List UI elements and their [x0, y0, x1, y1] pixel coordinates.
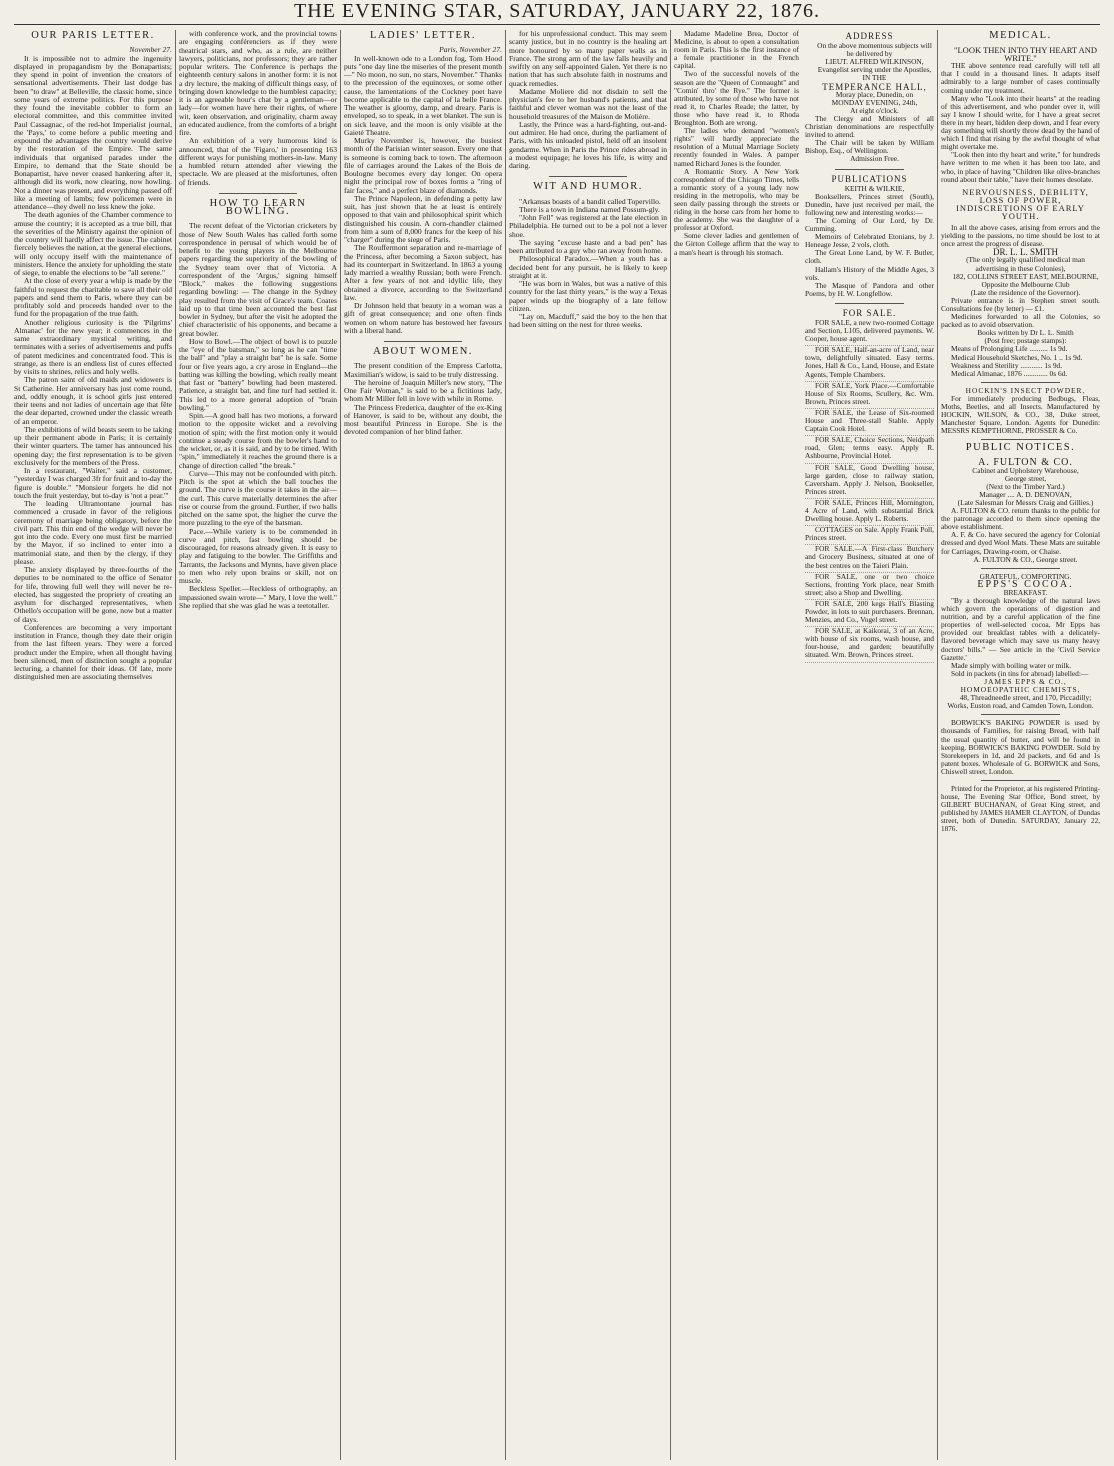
- section-rule: [384, 341, 462, 342]
- fulton-line: (Late Salesman for Messrs Craig and Gillies.): [957, 497, 1094, 507]
- doctor-line: Private entrance is in Stephen street south. Consultations fee (by letter) — £1.: [941, 295, 1100, 313]
- masthead-rule: [14, 24, 1100, 25]
- article-paragraph: Some clever ladies and gentlemen of the Girton College affirm that the way to a man's heart is through his stomach.: [674, 231, 799, 257]
- sale-notice: FOR SALE, a new two-roomed Cottage and Section, L105, delivered payments. W. Cooper, house agent.: [805, 319, 934, 346]
- printer-imprint: Printed for the Proprietor, at his registered Printing-house, The Evening Star Office, Bond street, by GILBERT BUCHANAN, of Great King street, and published by JAMES HAMER CLAYTON, of Dundas street, both of Dunedin. SATURDAY, January 22, 1876.: [941, 784, 1100, 834]
- borwick-ad: BORWICK'S BAKING POWDER is used by thousands of Families, for raising Bread, with half the usual quantity of butter, and will be found in keeping. BORWICK'S BAKING POWDER. Sold by Storekeepers in 1d, and 2d packets, and 6d and 1s patent boxes. Wholesale of G. BORWICK and Sons, Chiswell street, London.: [941, 718, 1100, 776]
- article-paragraph: At the close of every year a whip is made by the faithful to request the charitable to save all their old papers and send them to Paris, where they can be profitably sold and proceeds handed over to the fund for the propagation of the true faith.: [14, 276, 172, 319]
- sale-notice: FOR SALE, the Lease of Six-roomed House and Three-stall Stable. Apply Captain Cook Hotel.: [805, 409, 934, 436]
- doctor-line: (Late the residence of the Governor).: [970, 287, 1081, 297]
- sale-notice: FOR SALE, Good Dwelling house, large garden, close to railway station, Caversham. Apply J. Nelson, Bookseller, Princes street.: [805, 464, 934, 499]
- fulton-line: A. FULTON & CO.: [978, 456, 1073, 468]
- epps-line: Sold in packets (in tins for abroad) labelled:—: [951, 668, 1089, 678]
- section-rule: [981, 382, 1060, 383]
- doctor-line: Medical Household Sketches, No. 1 .. 1s 9d.: [951, 352, 1083, 362]
- publication-line: KEITH & WILKIE,: [844, 183, 905, 193]
- article-paragraph: The Princess Frederica, daughter of the ex-King of Hanover, is said to be, without any doubt, the most beautiful Princess in Europe. She is the devoted companion of her blind father.: [344, 402, 502, 437]
- column-2: [179, 30, 337, 1460]
- fulton-line: Manager .... A. D. DENOVAN,: [979, 489, 1072, 499]
- section-rule: [981, 780, 1060, 781]
- column-rule: [340, 30, 341, 1460]
- sale-notice: COTTAGES on Sale. Apply Frank Poll, Princes street.: [805, 526, 934, 545]
- section-rule: [981, 714, 1060, 715]
- hockins-title: HOCKIN'S INSECT POWDER,: [965, 385, 1086, 395]
- fulton-line: Cabinet and Upholstery Warehouse,: [972, 465, 1079, 475]
- column-rule: [505, 30, 506, 1460]
- bowling-heading: HOW TO LEARN BOWLING.: [209, 197, 307, 217]
- article-paragraph: The heroine of Joaquin Miller's new story, "The One Fair Woman," is said to be a fictitious lady, whom Mr Miller fell in love with while in Rome.: [344, 377, 502, 404]
- address-line: MONDAY EVENING, 24th,: [831, 97, 918, 107]
- address-line: IN THE: [862, 73, 887, 83]
- article-paragraph: for his unprofessional conduct. This may seem scanty justice, but in no country is the healing art more honoured by so many paper walls as in France. The strong arm of the law falls heavily and swiftly on any self-appointed Galen. Yet there is no nation that has such absolute faith in nostrums and quack remedies.: [509, 30, 667, 88]
- article-paragraph: Murky November is, however, the busiest month of the Parisian winter season. Every one that is someone is coming back to town. The afternoon file of carriages around the Lakes of the Bois de Boulogne becomes every day longer. On opera night the principal row of boxes forms a "ring of fair faces," and a perfect blaze of diamonds.: [344, 136, 502, 195]
- publications-heading: PUBLICATIONS: [831, 173, 908, 184]
- article-paragraph: An exhibition of a very humorous kind is announced, that of the 'Figaro,' in presenting 163 different ways for punishing mothers-in-law. Many a humbled return attended after viewing the spectacle. We are pleased at the misfortunes, often of friends.: [179, 136, 337, 187]
- article-paragraph: Conferences are becoming a very important institution in France, though they date their origin from the last fifteen years. They were a forced product under the Empire, when all thought having been silenced, men of distinction sought a popular lecturing, a channel for their ideas. Of late, more distinguished men are associating themselves: [14, 622, 172, 682]
- sale-notice: FOR SALE, Choice Sections, Neidpath road, Glen; terms easy. Apply R. Ashbourne, Provincial Hotel.: [805, 436, 934, 463]
- masthead: THE EVENING STAR, SATURDAY, JANUARY 22, 1876.: [293, 0, 821, 22]
- doctor-line: Weakness and Sterility ............ 1s 9d.: [951, 360, 1063, 370]
- address-line: TEMPERANCE HALL,: [822, 81, 927, 92]
- article-paragraph: Spin.—A good ball has two motions, a forward motion to the opposite wicket and a revolving motion of spin; with the first motion only it would continue a steady course from the bowler's hand to the wicket, or, as it is said, and by to be timed. With "spin," immediately it reaches the ground there is a change of direction called "the break.": [179, 411, 337, 470]
- article-paragraph: In all the above cases, arising from errors and the yielding to the passions, no time should be lost to at once arrest the progress of disease.: [941, 223, 1100, 249]
- article-paragraph: The death agonies of the Chamber commence to amuse the country; it is accepted as a true bill, that the severities of the Ministry against the opinion of the country will hardly affect the issue. The cabinet fiercely believes the nation, at the general elections, will only occupy itself with the maintenance of ministers. Hence the anxiety for upholding the state of siege, to enable the elections to be "all serene.": [14, 210, 172, 277]
- article-paragraph: Pace.—While variety is to be commended in curve and pitch, fast bowling should be discouraged, for reasons already given. It is easy to play and fatiguing to the bowler. The Griffiths and Tarrants, the Jacksons and Mynns, have given place to men who rely upon brains or skill, not on muscle.: [179, 526, 337, 585]
- fulton-line: A. FULTON & CO. return thanks to the public for the patronage accorded to them since opening the above establishment.: [941, 506, 1100, 532]
- article-paragraph: The Prince Napoleon, in defending a petty law suit, has just shown that he at least is entirely opposed to that vain and philosophical spirit which distinguished his cousin. A corn-chandler claimed from him a sum of 8,000 francs for the keep of his "charger" during the siege of Paris.: [344, 193, 502, 244]
- address-line: The Chair will be taken by William Bishop, Esq., of Wellington.: [805, 138, 934, 156]
- epps-line: EPPS'S COCOA.: [977, 578, 1074, 590]
- column-rule: [937, 30, 938, 1460]
- article-paragraph: "Arkansas boasts of a bandit called Topervillo.: [519, 196, 661, 206]
- sale-notice: FOR SALE, at Kaikorai, 3 of an Acre, with house of six rooms, wash house, and four-house, and garden; beautifully situated. Wm. Brown, Princes street.: [805, 627, 934, 662]
- column-1: [14, 30, 172, 1460]
- column-5-left: [674, 30, 799, 257]
- article-paragraph: Another religious curiosity is the 'Pilgrims' Almanac' for the new year; it commences in the same extraordinary mystical writing, and terminates with a series of advertisements and puffs of patent medicines and concentrated food. This is strange, as there is an endless list of cures effected by visits to shrines, relics and holy wells.: [14, 317, 172, 376]
- address-line: The Clergy and Ministers of all Christian denominations are respectfully invited to attend.: [805, 113, 934, 140]
- article-paragraph: The recent defeat of the Victorian cricketers by those of New South Wales has called forth some correspondence in perusal of which would be of benefit to the young players in the Melbourne papers regarding the superiority of the bowling of the Sydney team over that of Victoria. A correspondent of the 'Argus,' signing himself "Block," makes the following suggestions regarding bowling: — The change in the Sydney play resulted from the visit of Grace's team. Coates laid up to that time been accounted the best fast bowler in Sydney, but after the visit he adopted the chief characteristic of his opponents, and became a great bowler.: [179, 221, 337, 338]
- paris-letter-heading: OUR PARIS LETTER.: [31, 30, 155, 41]
- article-paragraph: The exhibitions of wild beasts seem to be taking up their permanent abode in Paris; it is certainly their winter quarters. The tamer has announced his opening day; the first representation is to be given exclusively for the members of the Press.: [14, 424, 172, 467]
- doctor-line: Books written by Dr L. L. Smith: [977, 328, 1074, 338]
- wit-humor-heading: WIT AND HUMOR.: [533, 181, 643, 193]
- public-notices-heading: PUBLIC NOTICES.: [965, 442, 1076, 454]
- article-paragraph: The Rouffermont separation and re-marriage of the Princess, after becoming a Saxon subject, has had its counterpart in Switzerland. In 1863 a young lady married a wealthy Russian; both were French. After a few years of not and idyllic life, they obtained a divorce, according to the Switzerland law.: [344, 243, 502, 302]
- address-line: At eight o'clock.: [850, 105, 899, 115]
- article-paragraph: Beckless Speller.—Reckless of orthography, an impassioned swain wrote—" Mary, I love the well." She replied that she was glad he was a teetotaller.: [179, 584, 337, 610]
- paris-letter-dateline: November 27.: [129, 45, 172, 55]
- article-paragraph: The anxiety displayed by three-fourths of the deputies to be nominated to the office of Senator for life, throwing full well they will never be re-elected, has suggested the propriety of creating an asylum for discharged representatives, when Othello's occupation will be gone, now but a matter of days.: [14, 565, 172, 624]
- sale-notice: FOR SALE, Half-an-acre of Land, near town, delightfully situated. Easy terms. Jones, Hall & Co., Land, House, and Estate Agents, Temple Chambers.: [805, 346, 934, 381]
- fulton-line: A. FULTON & CO., George street.: [973, 554, 1078, 564]
- column-5: [674, 30, 934, 1460]
- article-paragraph: In a restaurant, "Waiter," said a customer, "yesterday I was charged 3fr for fruit and to-day the figure is double." "Monsieur forgets he did not touch the fruit yesterday, but to-day is 'not a pear.'": [14, 466, 172, 500]
- sale-notice: FOR SALE, York Place.—Comfortable House of Six Rooms, Scullery, &c. Wm. Brown, Princes street.: [805, 382, 934, 409]
- publication-line: The Masque of Pandora and other Poems, by H. W. Longfellow.: [805, 280, 934, 298]
- section-rule: [981, 439, 1060, 440]
- doctor-line: Opposite the Melbourne Club: [981, 279, 1070, 289]
- column-3: [344, 30, 502, 1460]
- section-rule: [835, 169, 904, 170]
- article-paragraph: "Lay on, Macduff," said the boy to the hen that had been sitting on the nest for three weeks.: [509, 312, 667, 330]
- article-paragraph: with conference work, and the provincial towns are engaging conférenciers as if they were theatrical stars, and who, as a rule, are neither lawyers, politicians, nor professors; they are rather popular writers. The Conference is perhaps the eighteenth century salons in another form: it is not a dry lecture, the making of difficult things easy, of bringing down knowledge to the humblest capacity; it is an agreeable hour's chat by a gentleman—or lady—for women have here their rights, of where wit, keen observation, and originality, charm away an educated audience, from the comforts of a bright fire.: [179, 30, 337, 137]
- article-paragraph: Curve—This may not be confounded with pitch. Pitch is the spot at which the ball touches the ground. The curve is the course it takes in the air—the curl. This curve materially determines the after rise or course from the ground. Further, if two balls pitched on the same spot, the higher the curve the more puzzling to the eye of the batsman.: [179, 468, 337, 528]
- article-paragraph: The patron saint of old maids and widowers is St Catherine. Her anniversary has just come round, and, oddly enough, it is school girls just entered their teens and not ladies of uncertain age that fête the dear departed, crowned under the classic wreath of an emperor.: [14, 375, 172, 426]
- epps-line: GRATEFUL, COMFORTING.: [979, 571, 1072, 581]
- medical-quote-title: "LOOK THEN INTO THY HEART AND WRITE.": [954, 45, 1097, 64]
- sale-notice: FOR SALE.—A First-class Butchery and Grocery Business, situated at one of the best centres on the Taieri Plain.: [805, 545, 934, 572]
- address-heading: ADDRESS: [845, 31, 894, 41]
- epps-line: JAMES EPPS & CO., HOMOEOPATHIC CHEMISTS,: [960, 676, 1081, 695]
- address-line: LIEUT. ALFRED WILKINSON,: [825, 57, 924, 67]
- article-paragraph: "John Fell" was registered at the late election in Philadelphia. He turned out to be a pol not a lever shoe.: [509, 213, 667, 239]
- publication-line: Memoirs of Celebrated Etonians, by J. Heneage Jesse, 2 vols, cloth.: [805, 232, 934, 250]
- sale-notice: FOR SALE, one or two choice Sections, fronting York place, near Smith street; also a Shop and Dwelling.: [805, 573, 934, 600]
- article-paragraph: "He was born in Wales, but was a native of this country for the last thirty years," is the way a Texas paper winds up the biography of a late fellow citizen.: [509, 279, 667, 313]
- article-paragraph: A Romantic Story. A New York correspondent of the Chicago Times, tells a romantic story of a young lady now residing in the metropolis, who may be seen daily passing through the streets or riding in the horse cars from her home to the academy. She was the daughter of a professor at Oxford.: [674, 166, 799, 233]
- article-paragraph: Madame Madeline Brea, Doctor of Medicine, is about to open a consultation room in Paris. This is the first instance of a female practitioner in the French capital.: [674, 30, 799, 71]
- article-paragraph: It is impossible not to admire the ingenuity displayed in propagandism by the Bonapartists; they spend in point of invention the creators of sensational advertisements. Their last dodge has been "to draw" at Belleville, the classic home, since some years of extreme politics. For this purpose they found the inevitable cobbler to form an electoral committee, and this committee invited Paul Cassagnac, of the red-hot Imperialist journal, the 'Pays,' to come before a public meeting and expound the advantages the country would derive by the restoration of the Empire. The same individuals that organised parades under the Empire, to demand that the State should be Bonapartist, have never ceased hankering after it, although did its work, now clearing, now howling. Not a dinner was present, and everything passed off like a meeting of lambs; few policemen were in attendance—they dwell no less knew the joke.: [14, 53, 172, 211]
- article-paragraph: Madame Moliere did not disdain to sell the physician's fee to her husband's patients, and that faithful and clever woman was not the least of the household treasures of the Maison de Molière.: [509, 86, 667, 121]
- medical-heading: MEDICAL.: [989, 30, 1052, 41]
- doctor-line: (Post free; postage stamps):: [984, 336, 1067, 346]
- address-line: Moray place, Dunedin, on: [835, 89, 914, 99]
- doctor-line: Medical Almanac, 1876 ............. 0s 6d.: [951, 368, 1068, 378]
- for-sale-heading: FOR SALE.: [842, 307, 897, 318]
- fulton-line: A. F. & Co. have secured the agency for Colonial dressed and dyed Wool Mats. These Mats are suitable for Carriages, Drawing-room, or Chaise.: [941, 530, 1100, 556]
- article-paragraph: The saying "excuse haste and a bad pen" has been attributed to a guy who ran away from home.: [509, 237, 667, 255]
- section-rule: [549, 176, 627, 177]
- article-paragraph: Dr Johnson held that beauty in a woman was a gift of great consequence; and one often finds women on whom nature has bestowed her favours with a liberal hand.: [344, 301, 502, 335]
- article-paragraph: Many who "Look into their hearts" at the reading of this advertisement, and who ponder over it, will say I know I should write, for I have a great secret there in my heart, hidden deep down, and I fear every day something will shortly throw dead by the hand of which I find that rising by the awful thought of what might overtake me.: [941, 93, 1100, 152]
- column-6: [941, 30, 1100, 1460]
- article-paragraph: The leading Ultramontane journal has commenced a crusade in favor of the religious ceremony of marriage being obligatory, before the civil part. This thin end of the wedge will never be got into the code. Every one must first be married by the Mayor, if so inclined to enter into a matrimonial state, and then by the clergy, if they please.: [14, 499, 172, 566]
- fulton-line: George street,: [1004, 473, 1047, 483]
- sale-notice: FOR SALE, Princes Hill, Mornington, 4 Acre of Land, with substantial Brick Dwelling house. Apply L. Roberts.: [805, 499, 934, 526]
- article-paragraph: THE above sentence read carefully will tell all that I could in a thousand lines. It adapts itself admirably to a large number of cases continually coming under my treatment.: [941, 61, 1100, 95]
- publication-line: Booksellers, Princes street (South), Dunedin, have just received per mail, the following new and interesting works:—: [805, 191, 934, 217]
- address-line: Admission Free.: [850, 154, 899, 164]
- article-paragraph: Philosophical Paradox.—When a youth has a decided bent for any pursuit, he is likely to keep straight at it.: [509, 254, 667, 280]
- article-paragraph: There is a town in Indiana named Possum-gly.: [519, 204, 660, 214]
- epps-line: 48, Threadneedle street, and 170, Piccadilly; Works, Euston road, and Camden Town, London.: [947, 693, 1094, 711]
- about-women-heading: ABOUT WOMEN.: [373, 346, 473, 357]
- fulton-line: (Next to the Timber Yard.): [986, 481, 1065, 491]
- article-paragraph: The ladies who demand "women's rights" will hardly appreciate the resolution of a Mutual Marriage Society recently founded in Wales. A pamper named Richard Jones is the founder.: [674, 126, 799, 168]
- publication-line: The Coming of Our Lord, by Dr. Cumming.: [805, 215, 934, 234]
- section-rule: [835, 303, 904, 304]
- address-line: On the above momentous subjects will be delivered by: [817, 41, 932, 59]
- doctor-line: (The only legally qualified medical man advertising in these Colonies),: [966, 255, 1085, 273]
- sale-notice: FOR SALE, 200 kegs Hall's Blasting Powder, in lots to suit purchasers. Brennan, Menzies, and Co., Vogel street.: [805, 600, 934, 627]
- nervousness-heading: NERVOUSNESS, DEBILITY, LOSS OF POWER, INDISCRETIONS OF EARLY YOUTH.: [956, 186, 1089, 221]
- article-paragraph: The present condition of the Empress Carlotta, Maximilian's widow, is said to be truly distressing.: [344, 361, 502, 379]
- article-paragraph: In well-known ode to a London fog, Tom Hood puts "one day line the miseries of the present month—" No moon, no sun, no stars, November." Thanks to the precession of the equinoxes, or some other cause, the lamentations of the Cockney poet have become applicable to the capital of la belle France. The weather is gloomy, damp, and dreary. Paris is enveloped, so to speak, in a wet blanket. The sun is on sick leave, and the moon is only visible at the Gaieté Theatre.: [344, 53, 502, 137]
- article-paragraph: "Look then into thy heart and write," for hundreds have written to me when it has been too late, and who, in place of having "Children like olive-branches round about their table," have their homes desolate.: [941, 150, 1100, 184]
- column-4: [509, 30, 667, 1460]
- doctor-line: DR. L. L. SMITH: [993, 247, 1058, 258]
- doctor-line: Medicines forwarded to all the Colonies, so packed as to avoid observation.: [941, 312, 1100, 330]
- epps-line: "By a thorough knowledge of the natural laws which govern the operations of digestion and nutrition, and by a careful application of the fine properties of well-selected cocoa, Mr Epps has provided our breakfast tables with a delicately-flavored beverage which may save us many heavy doctors' bills." — See article in the 'Civil Service Gazette.': [941, 596, 1100, 662]
- column-rule: [175, 30, 176, 1460]
- publication-line: The Great Lone Land, by W. F. Butler, cloth.: [805, 248, 934, 266]
- doctor-line: Means of Prolonging Life .......... 1s 9d.: [951, 344, 1068, 354]
- column-5-right: [805, 30, 934, 663]
- epps-line: Made simply with boiling water or milk.: [951, 660, 1072, 670]
- article-paragraph: Two of the successful novels of the season are the "Queen of Connaught" and "Comin' thro' the Rye." The former is attributed, by some of those who have not read it, to Charles Reade; the latter, by those who have read it, to Rhoda Broughton. Both are wrong.: [674, 69, 799, 128]
- epps-line: BREAKFAST.: [1003, 587, 1048, 597]
- doctor-line: 182, COLLINS STREET EAST, MELBOURNE,: [952, 271, 1099, 281]
- section-rule: [219, 193, 297, 194]
- article-paragraph: For immediately producing Bedbugs, Fleas, Moths, Beetles, and all Insects. Manufactured by HOCKIN, WILSON, & CO., 38, Duke street, Manchester Square, London. Agents for Dunedin: MESSRS KEMPTHORNE, PROSSER & Co.: [941, 393, 1100, 436]
- column-rule: [670, 30, 671, 1460]
- article-paragraph: Lastly, the Prince was a hard-fighting, out-and-out admirer. He had once, during the parliament of Paris, with his unloaded pistol, held off an insolent gendarme. When in Paris the Prince rides abroad in a modest equipage; he loves his life, is witty and daring.: [509, 119, 667, 170]
- address-line: Evangelist serving under the Apostles,: [817, 65, 932, 75]
- article-paragraph: How to Bowl.—The object of bowl is to puzzle the "eye of the batsman," so long as he can "time the ball" and "play a straight bat" he is safe. Some four or five years ago, a cry arose in England—the batting was killing the bowling, which really meant that fast or "battery" bowling had been mastered. Patience, a straight bat, and fine turf had settled it. This led to a more general adoption of "brain bowling.": [179, 336, 337, 412]
- publication-line: Hallam's History of the Middle Ages, 3 vols.: [805, 264, 934, 282]
- ladies-letter-heading: LADIES' LETTER.: [369, 30, 477, 41]
- section-rule: [981, 568, 1060, 569]
- ladies-letter-dateline: Paris, November 27.: [439, 45, 502, 55]
